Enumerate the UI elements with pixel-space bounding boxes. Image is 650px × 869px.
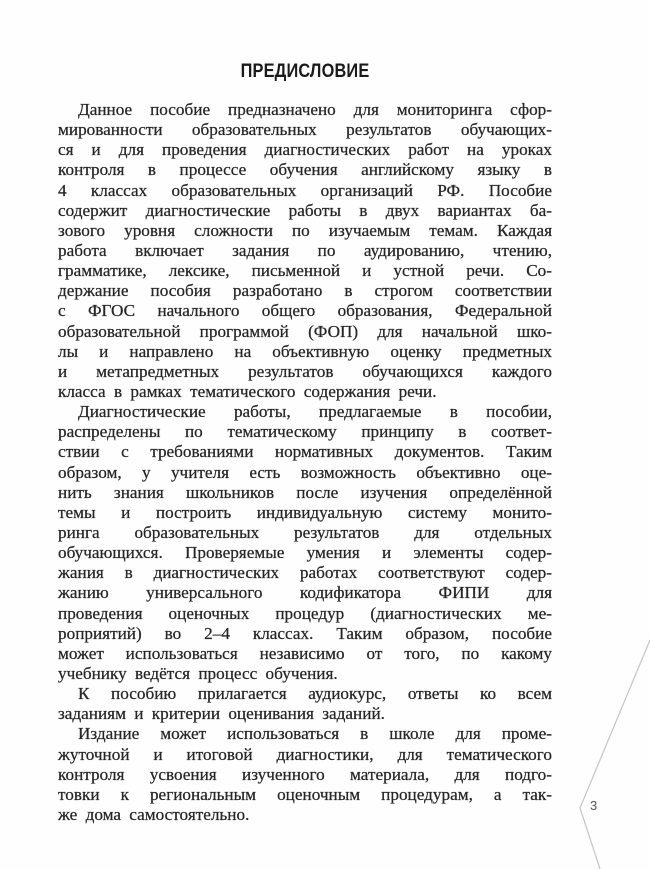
text-line: нить знания школьников после изучения определённой (58, 482, 552, 502)
text-line: Издание может использоваться в школе для проме- (78, 724, 552, 744)
preface-body (58, 100, 552, 825)
page-number: 3 (590, 798, 598, 813)
text-line: контроля в процессе обучения английскому языку в (58, 160, 552, 180)
text-line: проведения оценочных процедур (диагностических ме- (58, 603, 552, 623)
text-line: образом, у учителя есть возможность объективно оце- (58, 462, 552, 482)
text-line: Данное пособие предназначено для мониторинга сфор- (78, 100, 552, 119)
text-line: же дома самостоятельно. (58, 804, 250, 824)
text-line: держание пособия разработано в строгом соответствии (58, 281, 552, 301)
text-line: распределены по тематическому принципу в соответ- (58, 422, 552, 442)
text-line: лы и направлено на объективную оценку предметных (58, 341, 552, 361)
paragraph-2 (58, 402, 552, 684)
text-line: ствии с требованиями нормативных документов. Таким (58, 442, 552, 462)
text-line: 4 классах образовательных организаций РФ. Пособие (58, 180, 552, 200)
text-line: жанию универсального кодификатора ФИПИ для (58, 583, 552, 603)
text-line: работа включает задания по аудированию, чтению, (58, 240, 552, 260)
text-line: зового уровня сложности по изучаемым темам. Каждая (58, 220, 552, 240)
text-line: жуточной и итоговой диагностики, для тематического (58, 744, 552, 764)
text-line: ринга образовательных результатов для отдельных (58, 522, 552, 542)
text-line: содержит диагностические работы в двух вариантах ба- (58, 200, 552, 220)
text-line: контроля усвоения изученного материала, для подго- (58, 764, 552, 784)
text-line: может использоваться независимо от того, по какому (58, 643, 552, 663)
text-line: темы и построить индивидуальную систему монито- (58, 502, 552, 522)
text-line: обучающихся. Проверяемые умения и элементы содер- (58, 543, 552, 563)
text-line: мированности образовательных результатов обучающих- (58, 120, 552, 140)
paragraph-1 (58, 100, 552, 402)
text-line: и метапредметных результатов обучающихся каждого (58, 361, 552, 381)
paragraph-4 (58, 724, 552, 825)
text-line: ся и для проведения диагностических работ на уроках (58, 140, 552, 160)
text-line: К пособию прилагается аудиокурс, ответы ко всем (78, 684, 552, 704)
text-line: товки к региональным оценочным процедурам, а так- (58, 784, 552, 804)
text-line: жания в диагностических работах соответствуют содер- (58, 563, 552, 583)
text-line: заданиям и критерии оценивания заданий. (58, 704, 385, 724)
text-line: с ФГОС начального общего образования, Федеральной (58, 301, 552, 321)
text-line: образовательной программой (ФОП) для начальной шко- (58, 321, 552, 341)
text-line: учебнику ведётся процесс обучения. (58, 663, 338, 683)
text-line: Диагностические работы, предлагаемые в пособии, (78, 402, 552, 422)
page-title: ПРЕДИСЛОВИЕ (240, 61, 370, 82)
paragraph-3 (58, 684, 552, 724)
text-line: грамматике, лексике, письменной и устной речи. Со- (58, 261, 552, 281)
text-line: роприятий) во 2–4 классах. Таким образом, пособие (58, 623, 552, 643)
text-line: класса в рамках тематического содержания речи. (58, 381, 437, 401)
